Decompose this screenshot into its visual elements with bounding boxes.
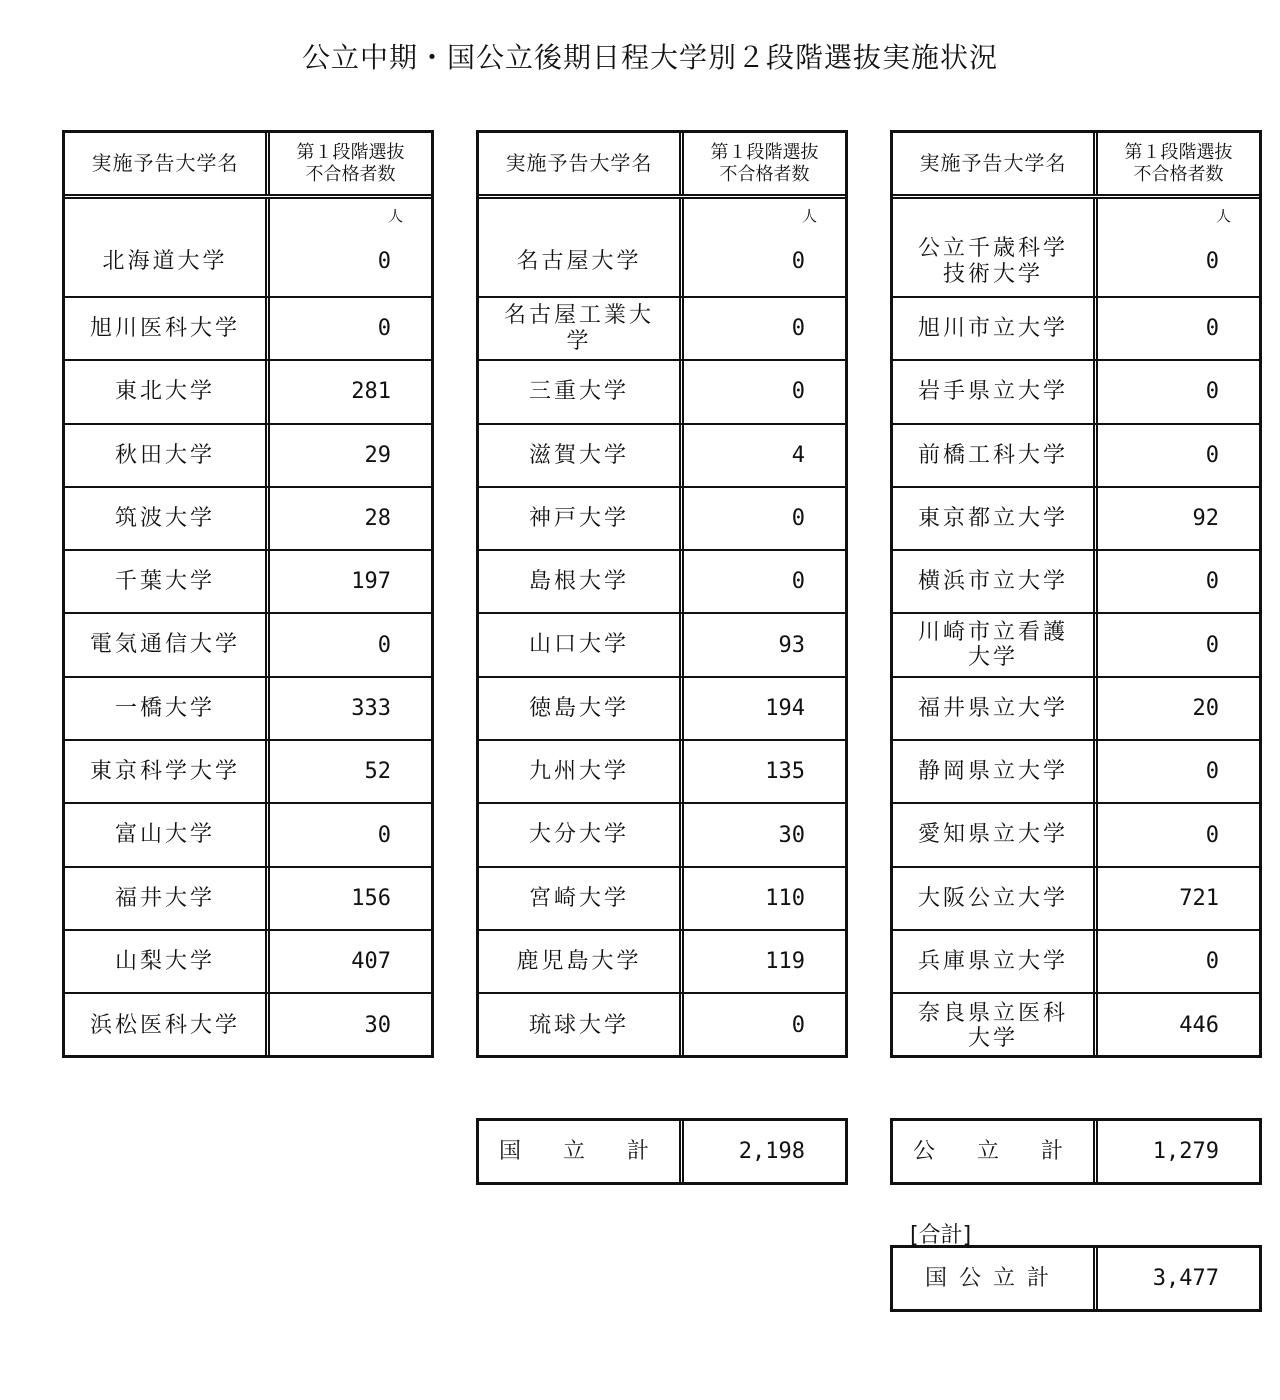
- rejected-count: 0: [1205, 569, 1219, 595]
- university-name: 三重大学: [479, 361, 684, 422]
- table-row: [65, 678, 431, 741]
- table-row: [893, 199, 1259, 298]
- public-total-label: 公 立 計: [893, 1121, 1098, 1182]
- rejected-count: 0: [791, 316, 805, 342]
- university-name: 浜松医科大学: [65, 994, 270, 1057]
- university-name: 電気通信大学: [65, 614, 270, 675]
- rejected-count: 194: [765, 695, 805, 721]
- rejected-count: 0: [1205, 316, 1219, 342]
- rejected-count: 0: [1205, 949, 1219, 975]
- national-total-box: [476, 1118, 848, 1185]
- university-name: 愛知県立大学: [893, 804, 1098, 865]
- header-university-name: 実施予告大学名: [65, 133, 270, 194]
- university-name: 公立千歳科学技術大学: [893, 199, 1098, 296]
- rejected-count: 0: [791, 569, 805, 595]
- header-rejected-count: 第１段階選抜 不合格者数: [1124, 141, 1233, 185]
- table-row: [65, 994, 431, 1057]
- unit-label: 人: [801, 207, 817, 225]
- university-name: 神戸大学: [479, 488, 684, 549]
- table-row: [893, 931, 1259, 994]
- table-row: [893, 551, 1259, 614]
- university-name: 東京都立大学: [893, 488, 1098, 549]
- unit-label: 人: [1215, 207, 1231, 225]
- rejected-count: 28: [364, 506, 391, 532]
- national-total-value: 2,198: [738, 1139, 805, 1164]
- table-row: [65, 868, 431, 931]
- table-row: [893, 804, 1259, 867]
- university-name: 滋賀大学: [479, 425, 684, 486]
- university-name: 琉球大学: [479, 994, 684, 1057]
- table-row: [893, 741, 1259, 804]
- university-name: 福井大学: [65, 868, 270, 929]
- university-name: 静岡県立大学: [893, 741, 1098, 802]
- table-row: [479, 614, 845, 677]
- rejected-count: 30: [364, 1013, 391, 1039]
- page-title: 公立中期・国公立後期日程大学別２段階選抜実施状況: [301, 41, 998, 74]
- rejected-count: 135: [765, 759, 805, 785]
- university-name: 前橋工科大学: [893, 425, 1098, 486]
- table-row: [65, 298, 431, 361]
- university-name: 千葉大学: [65, 551, 270, 612]
- rejected-count: 0: [1205, 759, 1219, 785]
- table-row: [65, 804, 431, 867]
- table-row: [479, 298, 845, 361]
- rejected-count: 0: [791, 1013, 805, 1039]
- rejected-count: 人 0: [377, 207, 403, 274]
- table-row: [893, 425, 1259, 488]
- university-name: 名古屋大学: [479, 199, 684, 296]
- rejected-count: 52: [364, 759, 391, 785]
- rejected-count: 0: [377, 632, 391, 658]
- table-row: [479, 361, 845, 424]
- university-name: 山口大学: [479, 614, 684, 675]
- rejected-count: 29: [364, 442, 391, 468]
- rejected-count: 93: [778, 632, 805, 658]
- table-row: [893, 614, 1259, 677]
- rejected-count: 0: [377, 822, 391, 848]
- public-total-value: 1,279: [1152, 1139, 1219, 1164]
- rejected-count: 0: [791, 379, 805, 405]
- university-name: 大阪公立大学: [893, 868, 1098, 929]
- university-name: 一橋大学: [65, 678, 270, 739]
- university-name: 鹿児島大学: [479, 931, 684, 992]
- table-row: [893, 298, 1259, 361]
- table-row: [479, 551, 845, 614]
- header-rejected-count: 第１段階選抜 不合格者数: [710, 141, 819, 185]
- rejected-count: 156: [351, 885, 391, 911]
- rejected-count: 92: [1192, 506, 1219, 532]
- table-row: [65, 488, 431, 551]
- unit-label: 人: [387, 207, 403, 225]
- rejected-count: 110: [765, 885, 805, 911]
- header-university-name: 実施予告大学名: [893, 133, 1098, 194]
- table-row: [893, 994, 1259, 1057]
- university-name: 川崎市立看護大学: [893, 614, 1098, 675]
- grand-total-box: [890, 1245, 1262, 1312]
- university-name: 名古屋工業大学: [479, 298, 684, 359]
- rejected-count: 20: [1192, 695, 1219, 721]
- university-name: 北海道大学: [65, 199, 270, 296]
- table-row: [479, 931, 845, 994]
- rejected-count: 333: [351, 695, 391, 721]
- table-row: [479, 425, 845, 488]
- table-row: [65, 361, 431, 424]
- university-name: 旭川市立大学: [893, 298, 1098, 359]
- university-name: 兵庫県立大学: [893, 931, 1098, 992]
- university-name: 九州大学: [479, 741, 684, 802]
- grand-total-caption: [合計]: [910, 1223, 972, 1248]
- university-name: 山梨大学: [65, 931, 270, 992]
- grand-total-label: 国公立計: [893, 1248, 1098, 1309]
- table-row: [479, 678, 845, 741]
- rejected-count: 0: [1205, 442, 1219, 468]
- table-row: [893, 361, 1259, 424]
- table-row: [479, 804, 845, 867]
- university-table-1: [62, 130, 434, 1058]
- university-name: 横浜市立大学: [893, 551, 1098, 612]
- rejected-count: 119: [765, 949, 805, 975]
- university-name: 旭川医科大学: [65, 298, 270, 359]
- university-name: 大分大学: [479, 804, 684, 865]
- rejected-count: 0: [1205, 822, 1219, 848]
- table-row: [893, 868, 1259, 931]
- table-row: [479, 868, 845, 931]
- rejected-count: 281: [351, 379, 391, 405]
- table-row: [479, 488, 845, 551]
- table-row: [65, 614, 431, 677]
- rejected-count: 0: [1205, 379, 1219, 405]
- university-table-2: [476, 130, 848, 1058]
- table-row: [893, 678, 1259, 741]
- table-row: [65, 931, 431, 994]
- rejected-count: 30: [778, 822, 805, 848]
- rejected-count: 407: [351, 949, 391, 975]
- university-name: 岩手県立大学: [893, 361, 1098, 422]
- table-row: [65, 741, 431, 804]
- university-name: 東京科学大学: [65, 741, 270, 802]
- rejected-count: 197: [351, 569, 391, 595]
- national-total-label: 国 立 計: [479, 1121, 684, 1182]
- table-row: [479, 994, 845, 1057]
- table-row: [479, 199, 845, 298]
- rejected-count: 0: [377, 316, 391, 342]
- university-name: 島根大学: [479, 551, 684, 612]
- public-total-box: [890, 1118, 1262, 1185]
- rejected-count: 0: [791, 506, 805, 532]
- university-name: 徳島大学: [479, 678, 684, 739]
- rejected-count: 4: [791, 442, 805, 468]
- rejected-count: 446: [1179, 1013, 1219, 1039]
- university-name: 宮崎大学: [479, 868, 684, 929]
- rejected-count: 721: [1179, 885, 1219, 911]
- header-rejected-count: 第１段階選抜 不合格者数: [296, 141, 405, 185]
- university-name: 東北大学: [65, 361, 270, 422]
- university-name: 富山大学: [65, 804, 270, 865]
- university-table-3: [890, 130, 1262, 1058]
- university-name: 奈良県立医科大学: [893, 994, 1098, 1057]
- header-university-name: 実施予告大学名: [479, 133, 684, 194]
- table-row: [479, 741, 845, 804]
- rejected-count: 人 0: [791, 207, 817, 274]
- university-name: 秋田大学: [65, 425, 270, 486]
- rejected-count: 0: [1205, 632, 1219, 658]
- university-name: 福井県立大学: [893, 678, 1098, 739]
- table-row: [893, 488, 1259, 551]
- university-name: 筑波大学: [65, 488, 270, 549]
- table-row: [65, 199, 431, 298]
- grand-total-value: 3,477: [1152, 1266, 1219, 1291]
- rejected-count: 人 0: [1205, 207, 1231, 274]
- table-row: [65, 425, 431, 488]
- table-row: [65, 551, 431, 614]
